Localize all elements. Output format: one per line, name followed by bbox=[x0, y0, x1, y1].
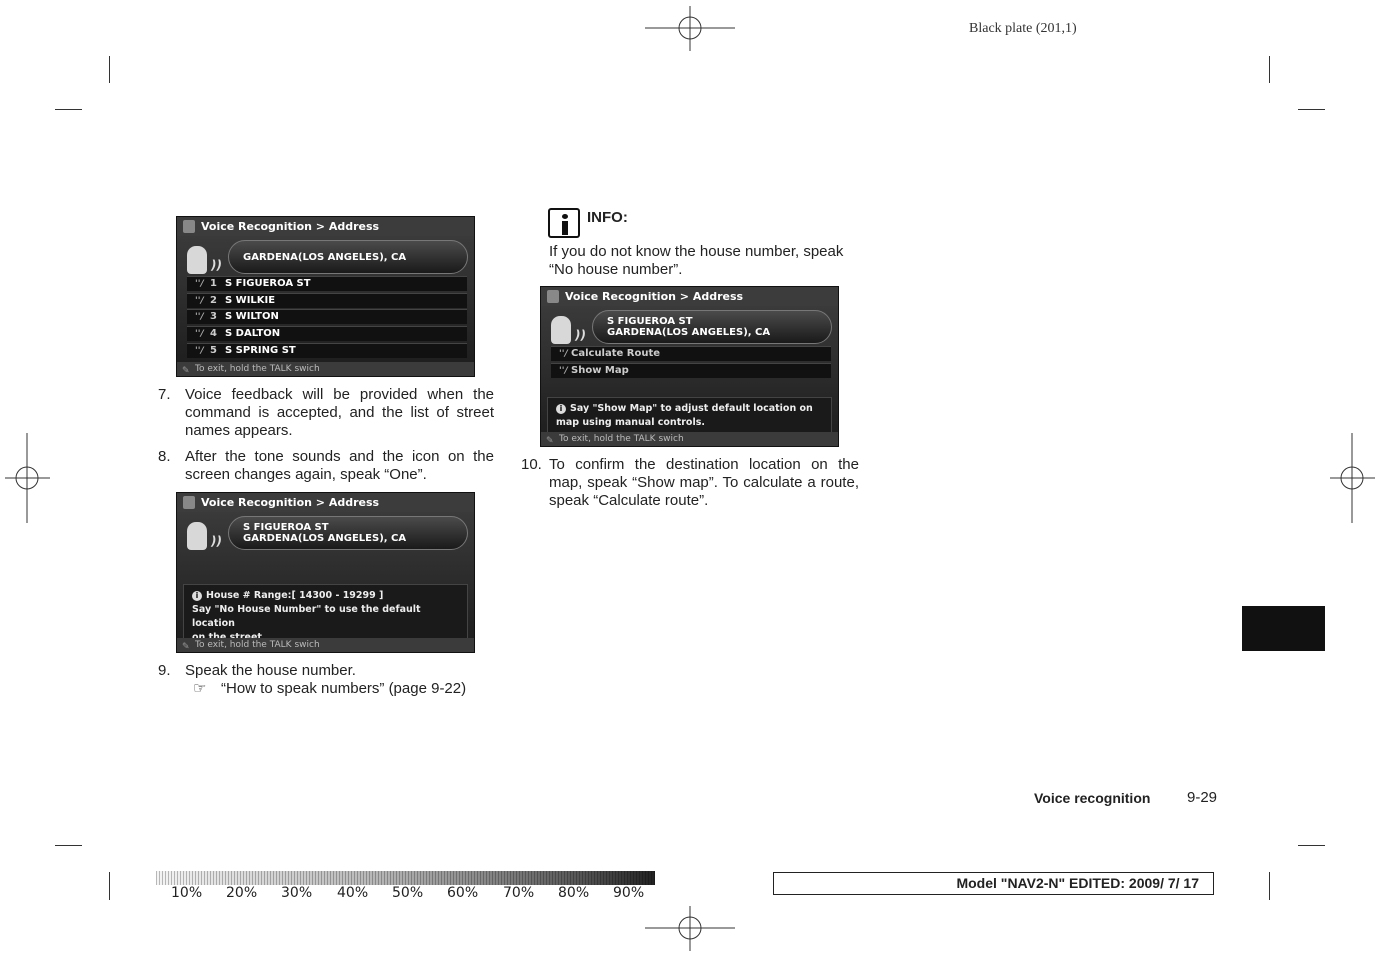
speaking-head-icon: )) bbox=[185, 520, 225, 558]
info-icon bbox=[548, 208, 580, 238]
screen-footer: ✎ To exit, hold the TALK swich bbox=[177, 638, 474, 652]
screen-header: Voice Recognition > Address bbox=[541, 287, 838, 306]
registration-mark-right bbox=[1330, 433, 1375, 523]
section-title: Voice recognition bbox=[1034, 790, 1151, 806]
screenshot-street-list bbox=[176, 216, 475, 377]
speaking-head-icon: )) bbox=[185, 244, 225, 282]
current-address-pill: S FIGUEROA ST GARDENA(LOS ANGELES), CA bbox=[228, 516, 468, 550]
print-density-scale bbox=[156, 871, 655, 885]
list-item[interactable]: ''/ 1 S FIGUEROA ST bbox=[187, 276, 467, 291]
list-item[interactable]: ''/ 2 S WILKIE bbox=[187, 293, 467, 308]
speaking-head-icon: )) bbox=[549, 314, 589, 352]
registration-mark-left bbox=[5, 433, 50, 523]
mic-icon: ''/ bbox=[195, 296, 204, 306]
talk-switch-icon: ✎ bbox=[546, 436, 554, 446]
mic-icon: ''/ bbox=[195, 312, 204, 322]
registration-mark-top bbox=[645, 6, 735, 51]
mic-icon: ''/ bbox=[559, 349, 568, 359]
house-range-info: i House # Range:[ 14300 - 19299 ] Say "No House Number" to use the default location bbox=[183, 584, 468, 650]
page-reference[interactable]: “How to speak numbers” (page 9-22) bbox=[221, 680, 467, 697]
plate-label: Black plate (201,1) bbox=[969, 21, 1077, 36]
pointing-hand-icon: ☞ bbox=[193, 680, 207, 697]
step-7: 7. Voice feedback will be provided when the command is accepted, and the list of street names appears. bbox=[158, 386, 494, 439]
mic-icon: ''/ bbox=[195, 279, 204, 289]
info-text: If you do not know the house number, speak “No house number”. bbox=[549, 243, 844, 278]
voice-recognition-icon bbox=[547, 290, 559, 303]
list-item[interactable]: ''/ 5 S SPRING ST bbox=[187, 343, 467, 358]
current-address-pill: GARDENA(LOS ANGELES), CA bbox=[228, 240, 468, 274]
screen-footer: ✎ To exit, hold the TALK swich bbox=[541, 432, 838, 446]
mic-icon: ''/ bbox=[195, 329, 204, 339]
voice-recognition-icon bbox=[183, 496, 195, 509]
mic-icon: ''/ bbox=[195, 346, 204, 356]
model-edited-box: Model "NAV2-N" EDITED: 2009/ 7/ 17 bbox=[773, 872, 1214, 895]
step-8: 8. After the tone sounds and the icon on the screen changes again, speak “One”. bbox=[158, 448, 494, 483]
info-icon: i bbox=[192, 591, 202, 601]
page-number: 9-29 bbox=[1187, 789, 1218, 806]
info-heading: INFO: bbox=[548, 208, 628, 238]
screen-footer: ✎ To exit, hold the TALK swich bbox=[177, 362, 474, 376]
screen-header: Voice Recognition > Address bbox=[177, 217, 474, 236]
talk-switch-icon: ✎ bbox=[182, 366, 190, 376]
chapter-tab bbox=[1242, 606, 1325, 651]
show-map-item[interactable]: ''/ Show Map bbox=[551, 363, 831, 378]
screen-header: Voice Recognition > Address bbox=[177, 493, 474, 512]
screenshot-route-options bbox=[540, 286, 839, 447]
list-item[interactable]: ''/ 4 S DALTON bbox=[187, 326, 467, 341]
scale-labels: 10% 20% 30% 40% 50% 60% 70% 80% 90% bbox=[171, 885, 645, 901]
step-10: 10. To confirm the destination location on the map, speak “Show map”. To calculate a route, speak “Calculate route”. bbox=[521, 456, 859, 509]
screenshot-house-number bbox=[176, 492, 475, 653]
list-item[interactable]: ''/ 3 S WILTON bbox=[187, 309, 467, 324]
info-icon: i bbox=[556, 404, 566, 414]
step-9: 9. Speak the house number. ☞ “How to speak numbers” (page 9-22) bbox=[158, 662, 467, 697]
current-address-pill: S FIGUEROA ST GARDENA(LOS ANGELES), CA bbox=[592, 310, 832, 344]
registration-mark-bottom bbox=[645, 906, 735, 951]
voice-recognition-icon bbox=[183, 220, 195, 233]
mic-icon: ''/ bbox=[559, 366, 568, 376]
show-map-info: i Say "Show Map" to adjust default location on map using manual controls. bbox=[547, 397, 832, 435]
calculate-route-item[interactable]: ''/ Calculate Route bbox=[551, 346, 831, 361]
talk-switch-icon: ✎ bbox=[182, 642, 190, 652]
